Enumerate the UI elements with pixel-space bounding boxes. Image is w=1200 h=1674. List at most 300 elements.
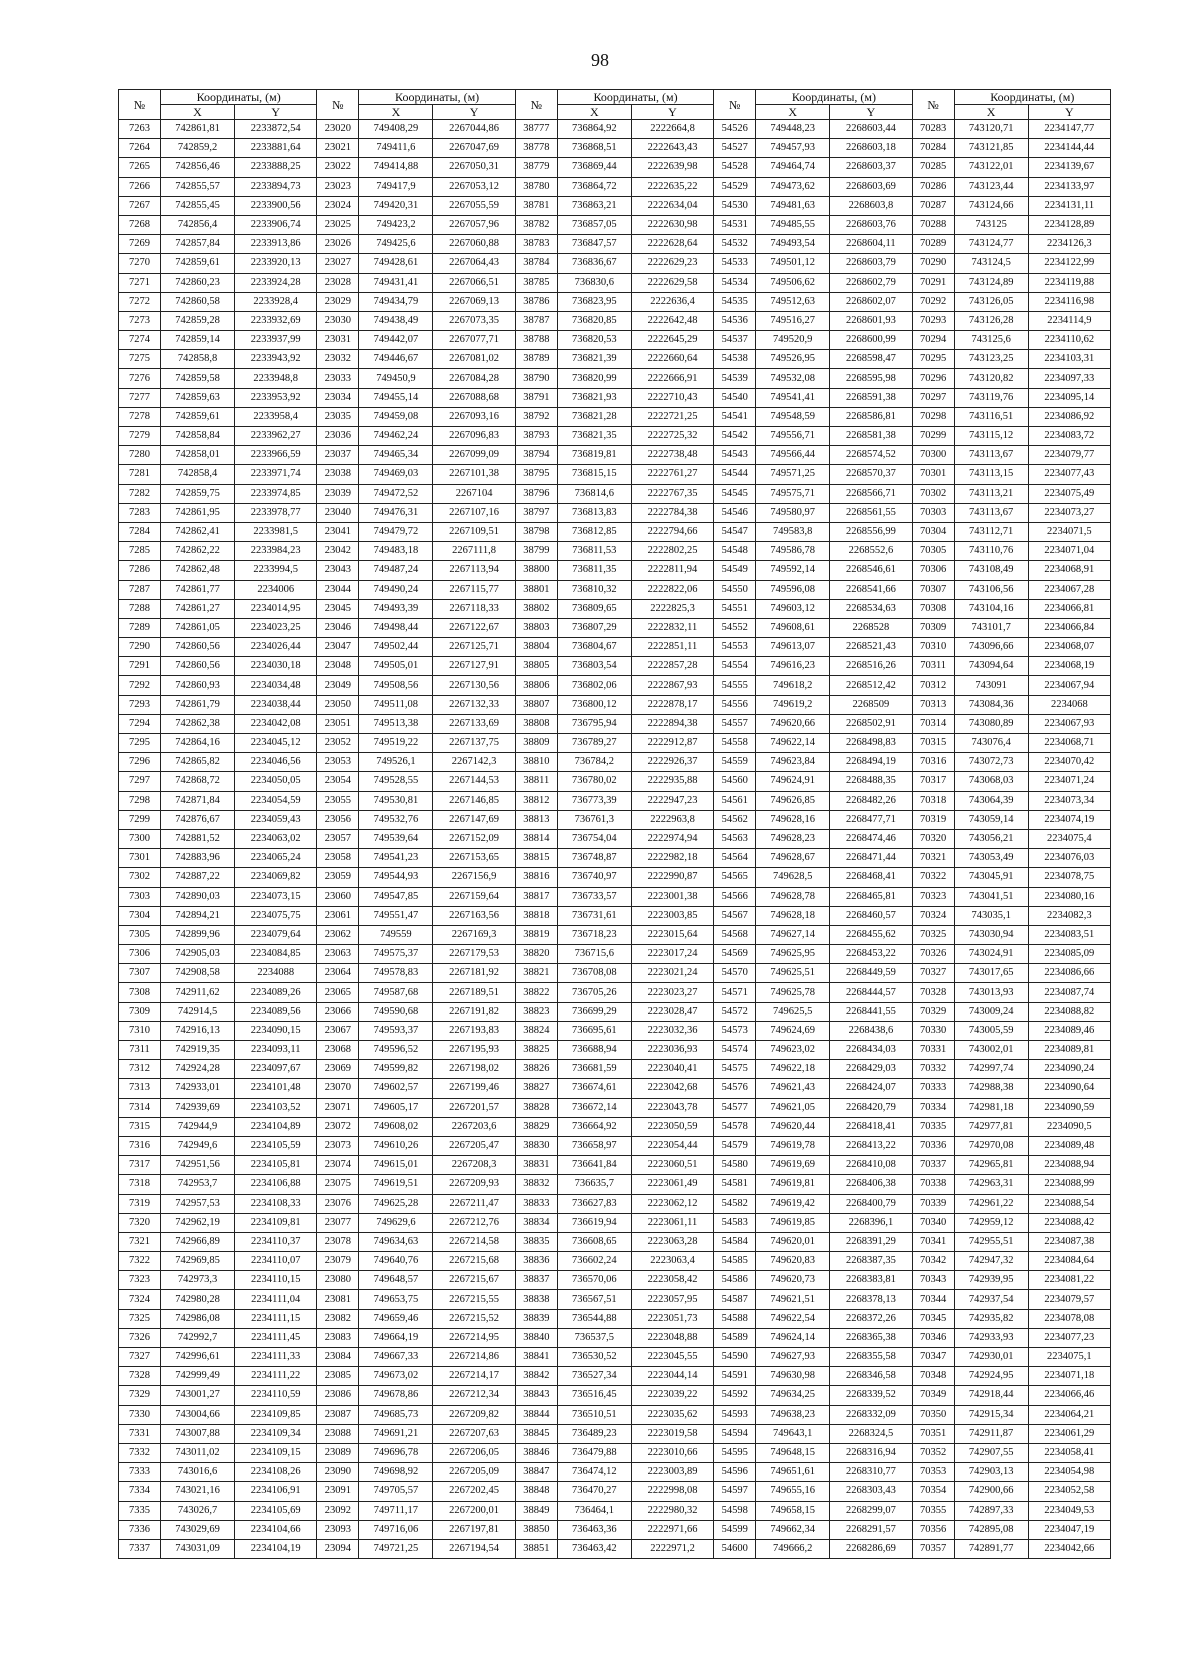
coord-x: 736530,52 bbox=[557, 1348, 631, 1367]
coord-y: 2234075,75 bbox=[235, 906, 317, 925]
coord-y: 2267104 bbox=[433, 484, 515, 503]
header-number: № bbox=[317, 90, 359, 120]
point-number: 54551 bbox=[714, 599, 756, 618]
coord-x: 736821,35 bbox=[557, 427, 631, 446]
coord-y: 2223057,95 bbox=[631, 1290, 713, 1309]
table-row bbox=[119, 714, 1111, 733]
coord-y: 2222794,66 bbox=[631, 522, 713, 541]
coord-x: 749583,8 bbox=[756, 522, 830, 541]
point-number: 70335 bbox=[912, 1117, 954, 1136]
point-number: 54600 bbox=[714, 1539, 756, 1558]
point-number: 54577 bbox=[714, 1098, 756, 1117]
coord-y: 2234106,88 bbox=[235, 1175, 317, 1194]
table-row bbox=[119, 887, 1111, 906]
coord-x: 742862,48 bbox=[161, 561, 235, 580]
point-number: 23044 bbox=[317, 580, 359, 599]
point-number: 23052 bbox=[317, 734, 359, 753]
table-row bbox=[119, 676, 1111, 695]
coord-x: 743016,6 bbox=[161, 1463, 235, 1482]
table-row bbox=[119, 1194, 1111, 1213]
coord-x: 736608,65 bbox=[557, 1232, 631, 1251]
table-row bbox=[119, 1232, 1111, 1251]
coord-y: 2268324,5 bbox=[830, 1424, 912, 1443]
point-number: 70338 bbox=[912, 1175, 954, 1194]
point-number: 23057 bbox=[317, 829, 359, 848]
coord-x: 743011,02 bbox=[161, 1443, 235, 1462]
coord-x: 749526,95 bbox=[756, 350, 830, 369]
coord-x: 736869,44 bbox=[557, 158, 631, 177]
point-number: 54585 bbox=[714, 1252, 756, 1271]
coord-y: 2268429,03 bbox=[830, 1060, 912, 1079]
coord-y: 2267064,43 bbox=[433, 254, 515, 273]
table-row bbox=[119, 772, 1111, 791]
coord-x: 749469,03 bbox=[359, 465, 433, 484]
coord-x: 743113,67 bbox=[954, 503, 1028, 522]
point-number: 23083 bbox=[317, 1328, 359, 1347]
point-number: 70327 bbox=[912, 964, 954, 983]
point-number: 38846 bbox=[515, 1443, 557, 1462]
point-number: 70313 bbox=[912, 695, 954, 714]
table-row bbox=[119, 311, 1111, 330]
coord-x: 749624,14 bbox=[756, 1328, 830, 1347]
coord-y: 2234090,59 bbox=[1028, 1098, 1110, 1117]
coord-x: 749547,85 bbox=[359, 887, 433, 906]
point-number: 70336 bbox=[912, 1136, 954, 1155]
point-number: 23065 bbox=[317, 983, 359, 1002]
coord-y: 2234104,66 bbox=[235, 1520, 317, 1539]
coord-y: 2234109,81 bbox=[235, 1213, 317, 1232]
coord-x: 749438,49 bbox=[359, 311, 433, 330]
coord-y: 2222767,35 bbox=[631, 484, 713, 503]
coord-x: 749667,33 bbox=[359, 1348, 433, 1367]
coord-y: 2268512,42 bbox=[830, 676, 912, 695]
point-number: 38817 bbox=[515, 887, 557, 906]
header-coordinates: Координаты, (м) bbox=[557, 90, 713, 105]
table-row bbox=[119, 983, 1111, 1002]
coord-y: 2268465,81 bbox=[830, 887, 912, 906]
coord-x: 742858,01 bbox=[161, 446, 235, 465]
point-number: 23086 bbox=[317, 1386, 359, 1405]
coord-y: 2234064,21 bbox=[1028, 1405, 1110, 1424]
coord-x: 742962,19 bbox=[161, 1213, 235, 1232]
point-number: 7277 bbox=[119, 388, 161, 407]
coord-y: 2267205,47 bbox=[433, 1136, 515, 1155]
coord-y: 2233994,5 bbox=[235, 561, 317, 580]
coord-y: 2222982,18 bbox=[631, 849, 713, 868]
point-number: 54563 bbox=[714, 829, 756, 848]
coord-x: 743004,66 bbox=[161, 1405, 235, 1424]
point-number: 38839 bbox=[515, 1309, 557, 1328]
coord-x: 742859,61 bbox=[161, 407, 235, 426]
coord-x: 742919,35 bbox=[161, 1041, 235, 1060]
point-number: 7297 bbox=[119, 772, 161, 791]
point-number: 54539 bbox=[714, 369, 756, 388]
coord-y: 2234073,15 bbox=[235, 887, 317, 906]
point-number: 7329 bbox=[119, 1386, 161, 1405]
point-number: 54538 bbox=[714, 350, 756, 369]
table-row bbox=[119, 1136, 1111, 1155]
table-row bbox=[119, 273, 1111, 292]
coord-x: 742857,84 bbox=[161, 235, 235, 254]
point-number: 7310 bbox=[119, 1021, 161, 1040]
coord-y: 2267191,82 bbox=[433, 1002, 515, 1021]
coord-x: 749685,73 bbox=[359, 1405, 433, 1424]
point-number: 38786 bbox=[515, 292, 557, 311]
coord-y: 2234070,42 bbox=[1028, 753, 1110, 772]
point-number: 23093 bbox=[317, 1520, 359, 1539]
coord-x: 749498,44 bbox=[359, 618, 433, 637]
coord-x: 742871,84 bbox=[161, 791, 235, 810]
coord-y: 2234119,88 bbox=[1028, 273, 1110, 292]
coord-x: 749620,66 bbox=[756, 714, 830, 733]
point-number: 23091 bbox=[317, 1482, 359, 1501]
table-row bbox=[119, 734, 1111, 753]
coord-y: 2222998,08 bbox=[631, 1482, 713, 1501]
coord-x: 736699,29 bbox=[557, 1002, 631, 1021]
coord-y: 2267081,02 bbox=[433, 350, 515, 369]
coord-x: 749662,34 bbox=[756, 1520, 830, 1539]
coord-y: 2268603,8 bbox=[830, 196, 912, 215]
coord-x: 742970,08 bbox=[954, 1136, 1028, 1155]
coord-x: 742861,79 bbox=[161, 695, 235, 714]
coord-y: 2268303,43 bbox=[830, 1482, 912, 1501]
point-number: 54567 bbox=[714, 906, 756, 925]
point-number: 23022 bbox=[317, 158, 359, 177]
coord-x: 749511,08 bbox=[359, 695, 433, 714]
coord-y: 2267122,67 bbox=[433, 618, 515, 637]
coord-x: 743030,94 bbox=[954, 925, 1028, 944]
coord-y: 2233924,28 bbox=[235, 273, 317, 292]
coord-y: 2222643,43 bbox=[631, 139, 713, 158]
coord-y: 2234088,94 bbox=[1028, 1156, 1110, 1175]
coord-y: 2268600,99 bbox=[830, 331, 912, 350]
coord-y: 2223039,22 bbox=[631, 1386, 713, 1405]
coord-x: 742951,56 bbox=[161, 1156, 235, 1175]
point-number: 54549 bbox=[714, 561, 756, 580]
table-row bbox=[119, 1405, 1111, 1424]
point-number: 23081 bbox=[317, 1290, 359, 1309]
coord-x: 743021,16 bbox=[161, 1482, 235, 1501]
point-number: 70350 bbox=[912, 1405, 954, 1424]
table-row bbox=[119, 868, 1111, 887]
coord-y: 2267201,57 bbox=[433, 1098, 515, 1117]
point-number: 7327 bbox=[119, 1348, 161, 1367]
point-number: 7283 bbox=[119, 503, 161, 522]
point-number: 70311 bbox=[912, 657, 954, 676]
coord-x: 749513,38 bbox=[359, 714, 433, 733]
coord-x: 749623,02 bbox=[756, 1041, 830, 1060]
coord-y: 2233937,99 bbox=[235, 331, 317, 350]
coord-y: 2234084,85 bbox=[235, 945, 317, 964]
coord-x: 749448,23 bbox=[756, 120, 830, 139]
table-row bbox=[119, 1463, 1111, 1482]
table-row bbox=[119, 1041, 1111, 1060]
coord-y: 2234006 bbox=[235, 580, 317, 599]
coord-x: 743121,85 bbox=[954, 139, 1028, 158]
coord-x: 742862,22 bbox=[161, 542, 235, 561]
coord-x: 736821,93 bbox=[557, 388, 631, 407]
point-number: 70303 bbox=[912, 503, 954, 522]
point-number: 38820 bbox=[515, 945, 557, 964]
coord-x: 736814,6 bbox=[557, 484, 631, 503]
coord-x: 736672,14 bbox=[557, 1098, 631, 1117]
table-row bbox=[119, 139, 1111, 158]
coord-x: 749417,9 bbox=[359, 177, 433, 196]
coord-y: 2267159,64 bbox=[433, 887, 515, 906]
coord-y: 2234059,43 bbox=[235, 810, 317, 829]
coord-x: 749575,37 bbox=[359, 945, 433, 964]
coord-x: 749571,25 bbox=[756, 465, 830, 484]
coord-x: 742894,21 bbox=[161, 906, 235, 925]
table-row bbox=[119, 1348, 1111, 1367]
coord-x: 749698,92 bbox=[359, 1463, 433, 1482]
coord-y: 2267207,63 bbox=[433, 1424, 515, 1443]
point-number: 38796 bbox=[515, 484, 557, 503]
coord-y: 2267163,56 bbox=[433, 906, 515, 925]
coord-y: 2268474,46 bbox=[830, 829, 912, 848]
coord-x: 743096,66 bbox=[954, 638, 1028, 657]
point-number: 54596 bbox=[714, 1463, 756, 1482]
coord-y: 2222878,17 bbox=[631, 695, 713, 714]
point-number: 38836 bbox=[515, 1252, 557, 1271]
coord-x: 743106,56 bbox=[954, 580, 1028, 599]
coord-x: 736733,57 bbox=[557, 887, 631, 906]
coord-x: 749619,2 bbox=[756, 695, 830, 714]
point-number: 23027 bbox=[317, 254, 359, 273]
coord-x: 742977,81 bbox=[954, 1117, 1028, 1136]
point-number: 7301 bbox=[119, 849, 161, 868]
coord-x: 736811,35 bbox=[557, 561, 631, 580]
header-x: X bbox=[756, 105, 830, 120]
coord-y: 2223019,58 bbox=[631, 1424, 713, 1443]
point-number: 70357 bbox=[912, 1539, 954, 1558]
point-number: 54534 bbox=[714, 273, 756, 292]
coord-x: 736784,2 bbox=[557, 753, 631, 772]
point-number: 70292 bbox=[912, 292, 954, 311]
coord-y: 2222822,06 bbox=[631, 580, 713, 599]
coord-y: 2267144,53 bbox=[433, 772, 515, 791]
point-number: 7275 bbox=[119, 350, 161, 369]
coord-x: 749716,06 bbox=[359, 1520, 433, 1539]
header-coordinates: Координаты, (м) bbox=[756, 90, 912, 105]
point-number: 38850 bbox=[515, 1520, 557, 1539]
coord-x: 736812,85 bbox=[557, 522, 631, 541]
coord-y: 2223051,73 bbox=[631, 1309, 713, 1328]
coord-y: 2234068,19 bbox=[1028, 657, 1110, 676]
point-number: 54582 bbox=[714, 1194, 756, 1213]
coord-x: 736795,94 bbox=[557, 714, 631, 733]
point-number: 7333 bbox=[119, 1463, 161, 1482]
coord-x: 749648,57 bbox=[359, 1271, 433, 1290]
coord-y: 2223048,88 bbox=[631, 1328, 713, 1347]
point-number: 70310 bbox=[912, 638, 954, 657]
coord-y: 2234067,94 bbox=[1028, 676, 1110, 695]
coord-y: 2223021,24 bbox=[631, 964, 713, 983]
coord-x: 742859,63 bbox=[161, 388, 235, 407]
point-number: 54548 bbox=[714, 542, 756, 561]
coord-x: 742924,28 bbox=[161, 1060, 235, 1079]
coord-y: 2268410,08 bbox=[830, 1156, 912, 1175]
coord-y: 2234089,26 bbox=[235, 983, 317, 1002]
point-number: 70328 bbox=[912, 983, 954, 1002]
point-number: 38780 bbox=[515, 177, 557, 196]
coord-x: 743068,03 bbox=[954, 772, 1028, 791]
point-number: 70299 bbox=[912, 427, 954, 446]
coord-y: 2267211,47 bbox=[433, 1194, 515, 1213]
table-row bbox=[119, 1443, 1111, 1462]
point-number: 54526 bbox=[714, 120, 756, 139]
coord-x: 749630,98 bbox=[756, 1367, 830, 1386]
point-number: 38838 bbox=[515, 1290, 557, 1309]
point-number: 23056 bbox=[317, 810, 359, 829]
point-number: 70349 bbox=[912, 1386, 954, 1405]
coord-x: 736820,85 bbox=[557, 311, 631, 330]
coord-y: 2234108,33 bbox=[235, 1194, 317, 1213]
coord-y: 2267152,09 bbox=[433, 829, 515, 848]
coord-y: 2268468,41 bbox=[830, 868, 912, 887]
coord-x: 749414,88 bbox=[359, 158, 433, 177]
coord-y: 2233943,92 bbox=[235, 350, 317, 369]
point-number: 7302 bbox=[119, 868, 161, 887]
coord-x: 749506,62 bbox=[756, 273, 830, 292]
point-number: 70329 bbox=[912, 1002, 954, 1021]
coord-y: 2234042,66 bbox=[1028, 1539, 1110, 1558]
coord-y: 2267084,28 bbox=[433, 369, 515, 388]
point-number: 70307 bbox=[912, 580, 954, 599]
point-number: 54593 bbox=[714, 1405, 756, 1424]
coord-y: 2234126,3 bbox=[1028, 235, 1110, 254]
point-number: 23070 bbox=[317, 1079, 359, 1098]
coord-y: 2234073,27 bbox=[1028, 503, 1110, 522]
coord-x: 742908,58 bbox=[161, 964, 235, 983]
coord-y: 2234066,46 bbox=[1028, 1386, 1110, 1405]
table-row bbox=[119, 1290, 1111, 1309]
coord-x: 749566,44 bbox=[756, 446, 830, 465]
coord-x: 736761,3 bbox=[557, 810, 631, 829]
coord-x: 742855,45 bbox=[161, 196, 235, 215]
coord-y: 2268387,35 bbox=[830, 1252, 912, 1271]
coord-x: 749519,22 bbox=[359, 734, 433, 753]
point-number: 23040 bbox=[317, 503, 359, 522]
table-row bbox=[119, 1117, 1111, 1136]
coord-y: 2234082,3 bbox=[1028, 906, 1110, 925]
coord-y: 2234106,91 bbox=[235, 1482, 317, 1501]
coord-y: 2223054,44 bbox=[631, 1136, 713, 1155]
header-x: X bbox=[161, 105, 235, 120]
point-number: 23046 bbox=[317, 618, 359, 637]
coord-x: 749691,21 bbox=[359, 1424, 433, 1443]
coord-x: 743041,51 bbox=[954, 887, 1028, 906]
coord-x: 742859,75 bbox=[161, 484, 235, 503]
coord-x: 743031,09 bbox=[161, 1539, 235, 1558]
coord-x: 749651,61 bbox=[756, 1463, 830, 1482]
coord-x: 749664,19 bbox=[359, 1328, 433, 1347]
coord-x: 742900,66 bbox=[954, 1482, 1028, 1501]
point-number: 7269 bbox=[119, 235, 161, 254]
coord-y: 2268516,26 bbox=[830, 657, 912, 676]
point-number: 38826 bbox=[515, 1060, 557, 1079]
coord-y: 2268396,1 bbox=[830, 1213, 912, 1232]
coord-y: 2223061,11 bbox=[631, 1213, 713, 1232]
coord-x: 749505,01 bbox=[359, 657, 433, 676]
coord-y: 2234103,31 bbox=[1028, 350, 1110, 369]
point-number: 54560 bbox=[714, 772, 756, 791]
coord-y: 2267044,86 bbox=[433, 120, 515, 139]
table-row bbox=[119, 1021, 1111, 1040]
coord-y: 2268286,69 bbox=[830, 1539, 912, 1558]
point-number: 23067 bbox=[317, 1021, 359, 1040]
coord-x: 749696,78 bbox=[359, 1443, 433, 1462]
point-number: 7278 bbox=[119, 407, 161, 426]
point-number: 23082 bbox=[317, 1309, 359, 1328]
point-number: 38841 bbox=[515, 1348, 557, 1367]
point-number: 70312 bbox=[912, 676, 954, 695]
point-number: 23045 bbox=[317, 599, 359, 618]
coord-y: 2268498,83 bbox=[830, 734, 912, 753]
coord-x: 736464,1 bbox=[557, 1501, 631, 1520]
coord-x: 742963,31 bbox=[954, 1175, 1028, 1194]
coord-y: 2234128,89 bbox=[1028, 215, 1110, 234]
coord-y: 2234061,29 bbox=[1028, 1424, 1110, 1443]
coord-x: 749628,67 bbox=[756, 849, 830, 868]
coord-x: 749590,68 bbox=[359, 1002, 433, 1021]
point-number: 38849 bbox=[515, 1501, 557, 1520]
coord-x: 749493,54 bbox=[756, 235, 830, 254]
point-number: 7270 bbox=[119, 254, 161, 273]
table-row bbox=[119, 1060, 1111, 1079]
coord-x: 736537,5 bbox=[557, 1328, 631, 1347]
coord-y: 2268406,38 bbox=[830, 1175, 912, 1194]
point-number: 38779 bbox=[515, 158, 557, 177]
point-number: 38778 bbox=[515, 139, 557, 158]
point-number: 70286 bbox=[912, 177, 954, 196]
point-number: 70322 bbox=[912, 868, 954, 887]
coord-x: 743076,4 bbox=[954, 734, 1028, 753]
point-number: 38788 bbox=[515, 331, 557, 350]
point-number: 54529 bbox=[714, 177, 756, 196]
coord-x: 736847,57 bbox=[557, 235, 631, 254]
coord-x: 749587,68 bbox=[359, 983, 433, 1002]
point-number: 7314 bbox=[119, 1098, 161, 1117]
coord-x: 749541,23 bbox=[359, 849, 433, 868]
coord-y: 2234111,33 bbox=[235, 1348, 317, 1367]
table-row bbox=[119, 561, 1111, 580]
point-number: 54553 bbox=[714, 638, 756, 657]
table-row bbox=[119, 177, 1111, 196]
table-row bbox=[119, 1539, 1111, 1558]
coord-x: 749596,08 bbox=[756, 580, 830, 599]
coord-x: 736463,36 bbox=[557, 1520, 631, 1539]
coord-x: 743024,91 bbox=[954, 945, 1028, 964]
coord-x: 749541,41 bbox=[756, 388, 830, 407]
coord-x: 736811,53 bbox=[557, 542, 631, 561]
coord-x: 749620,44 bbox=[756, 1117, 830, 1136]
coord-x: 749623,84 bbox=[756, 753, 830, 772]
point-number: 23020 bbox=[317, 120, 359, 139]
point-number: 23042 bbox=[317, 542, 359, 561]
coord-x: 749428,61 bbox=[359, 254, 433, 273]
point-number: 38810 bbox=[515, 753, 557, 772]
coord-y: 2268434,03 bbox=[830, 1041, 912, 1060]
point-number: 7336 bbox=[119, 1520, 161, 1539]
coord-y: 2234063,02 bbox=[235, 829, 317, 848]
coord-x: 749678,86 bbox=[359, 1386, 433, 1405]
point-number: 23026 bbox=[317, 235, 359, 254]
coord-x: 749619,51 bbox=[359, 1175, 433, 1194]
coord-x: 749619,42 bbox=[756, 1194, 830, 1213]
point-number: 23023 bbox=[317, 177, 359, 196]
coord-x: 736821,39 bbox=[557, 350, 631, 369]
